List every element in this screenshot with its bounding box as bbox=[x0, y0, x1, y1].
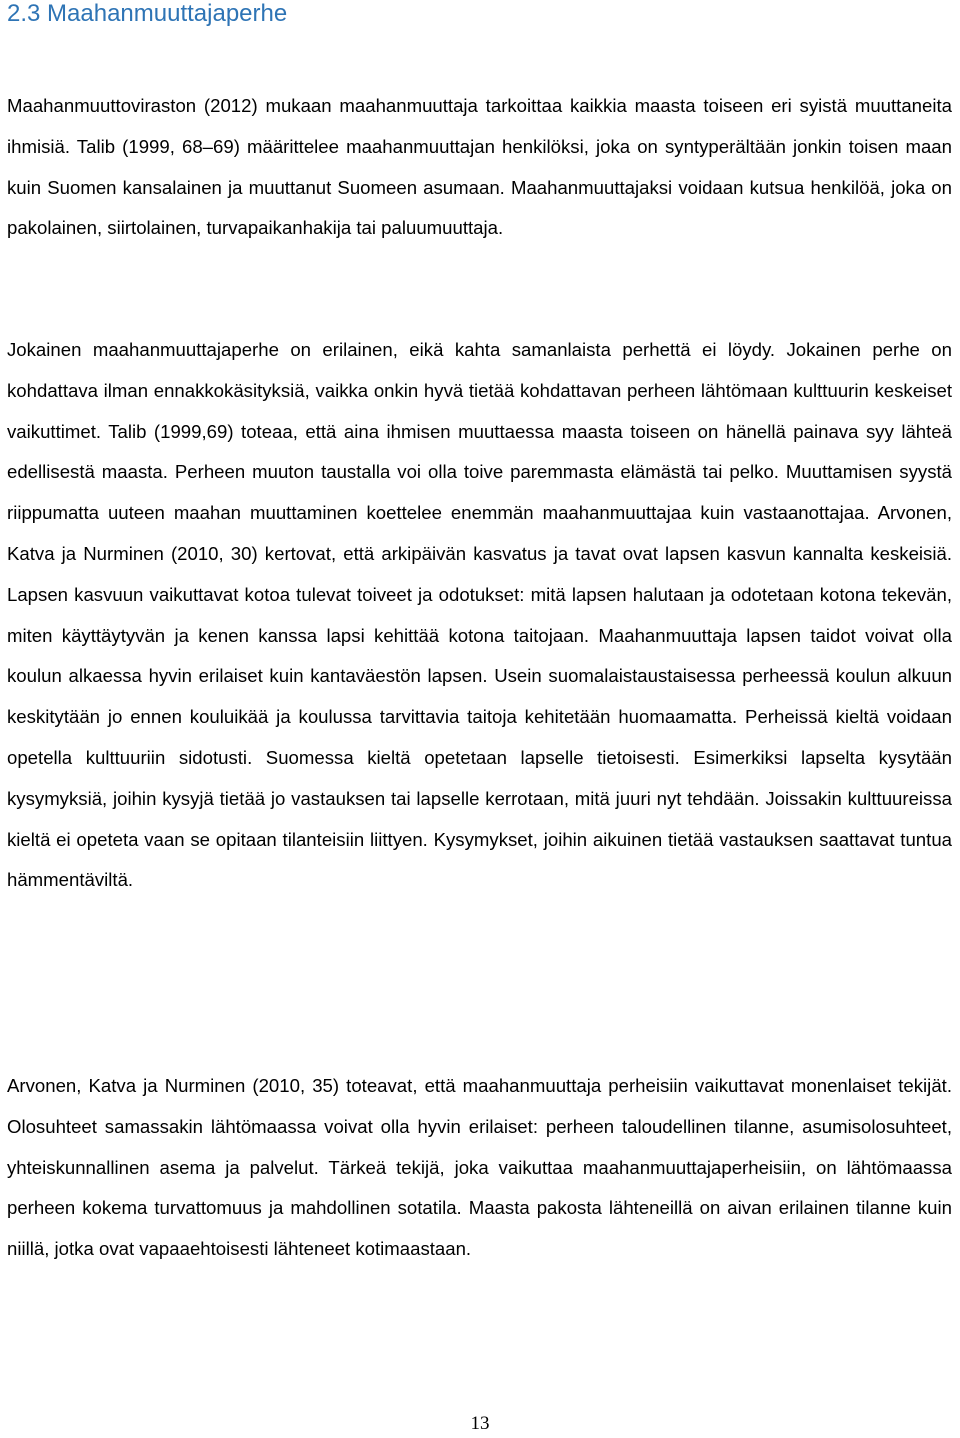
paragraph-definition: Maahanmuuttoviraston (2012) mukaan maahanmuuttaja tarkoittaa kaikkia maasta toiseen eri syistä muuttaneita ihmisiä. Talib (1999, 68–69) määrittelee maahanmuuttajan henkilöksi, joka on syntyperältään jonkin toisen maan kuin Suomen kansalainen ja muuttanut Suomeen asumaan. Maahanmuuttajaksi voidaan kutsua henkilöä, joka on pakolainen, siirtolainen, turvapaikanhakija tai paluumuuttaja. bbox=[7, 95, 952, 239]
page-number: 13 bbox=[470, 1413, 490, 1434]
section-heading: 2.3 Maahanmuuttajaperhe bbox=[7, 0, 288, 27]
paragraph-influencing-factors: Arvonen, Katva ja Nurminen (2010, 35) toteavat, että maahanmuuttaja perheisiin vaikuttavat monenlaiset tekijät. Olosuhteet samassakin lähtömaassa voivat olla hyvin erilaiset: perheen taloudellinen tilanne, asumisolosuhteet, yhteiskunnallinen asema ja palvelut. Tärkeä tekijä, joka vaikuttaa maahanmuuttajaperheisiin, on lähtömaassa perheen kokema turvattomuus ja mahdollinen sotatila. Maasta pakosta lähteneillä on aivan erilainen tilanne kuin niillä, jotka ovat vapaaehtoisesti lähteneet kotimaastaan. bbox=[7, 1075, 952, 1260]
paragraph-family-differences: Jokainen maahanmuuttajaperhe on erilainen, eikä kahta samanlaista perhettä ei löydy. Jokainen perhe on kohdattava ilman ennakkokäsityksiä, vaikka onkin hyvä tietää kohdattavan perheen lähtömaan kulttuurin keskeiset vaikuttimet. Talib (1999,69) toteaa, että aina ihmisen muuttaessa maasta toiseen on hänellä painava syy lähteä edellisestä maasta. Perheen muuton taustalla voi olla toive paremmasta elämästä tai pelko. Muuttamisen syystä riippumatta uuteen maahan muuttaminen koettelee enemmän maahanmuuttajaa kuin vastaanottajaa. Arvonen, Katva ja Nurminen (2010, 30) kertovat, että arkipäivän kasvatus ja tavat ovat lapsen kasvun kannalta keskeisiä. Lapsen kasvuun vaikuttavat kotoa tulevat toiveet ja odotukset: mitä lapsen halutaan ja odotetaan kotona tekevän, miten käyttäytyvän ja kenen kanssa lapsi kehittää kotona taitojaan. Maahanmuuttaja lapsen taidot voivat olla koulun alkaessa hyvin erilaiset kuin kantaväestön lapsen. Usein suomalaistaustaisessa perheessä koulun alkuun keskitytään jo ennen kouluikää ja koulussa tarvittavia taitoja kehitetään huomaamatta. Perheissä kieltä voidaan opetella kulttuuriin sidotusti. Suomessa kieltä opetetaan lapselle tietoisesti. Esimerkiksi lapselta kysytään kysymyksiä, joihin kysyjä tietää jo vastauksen tai lapselle kerrotaan, mitä juuri nyt tehdään. Joissakin kulttuureissa kieltä ei opeteta vaan se opitaan tilanteisiin liittyen. Kysymykset, joihin aikuinen tietää vastauksen saattavat tuntua hämmentäviltä. bbox=[7, 339, 952, 891]
